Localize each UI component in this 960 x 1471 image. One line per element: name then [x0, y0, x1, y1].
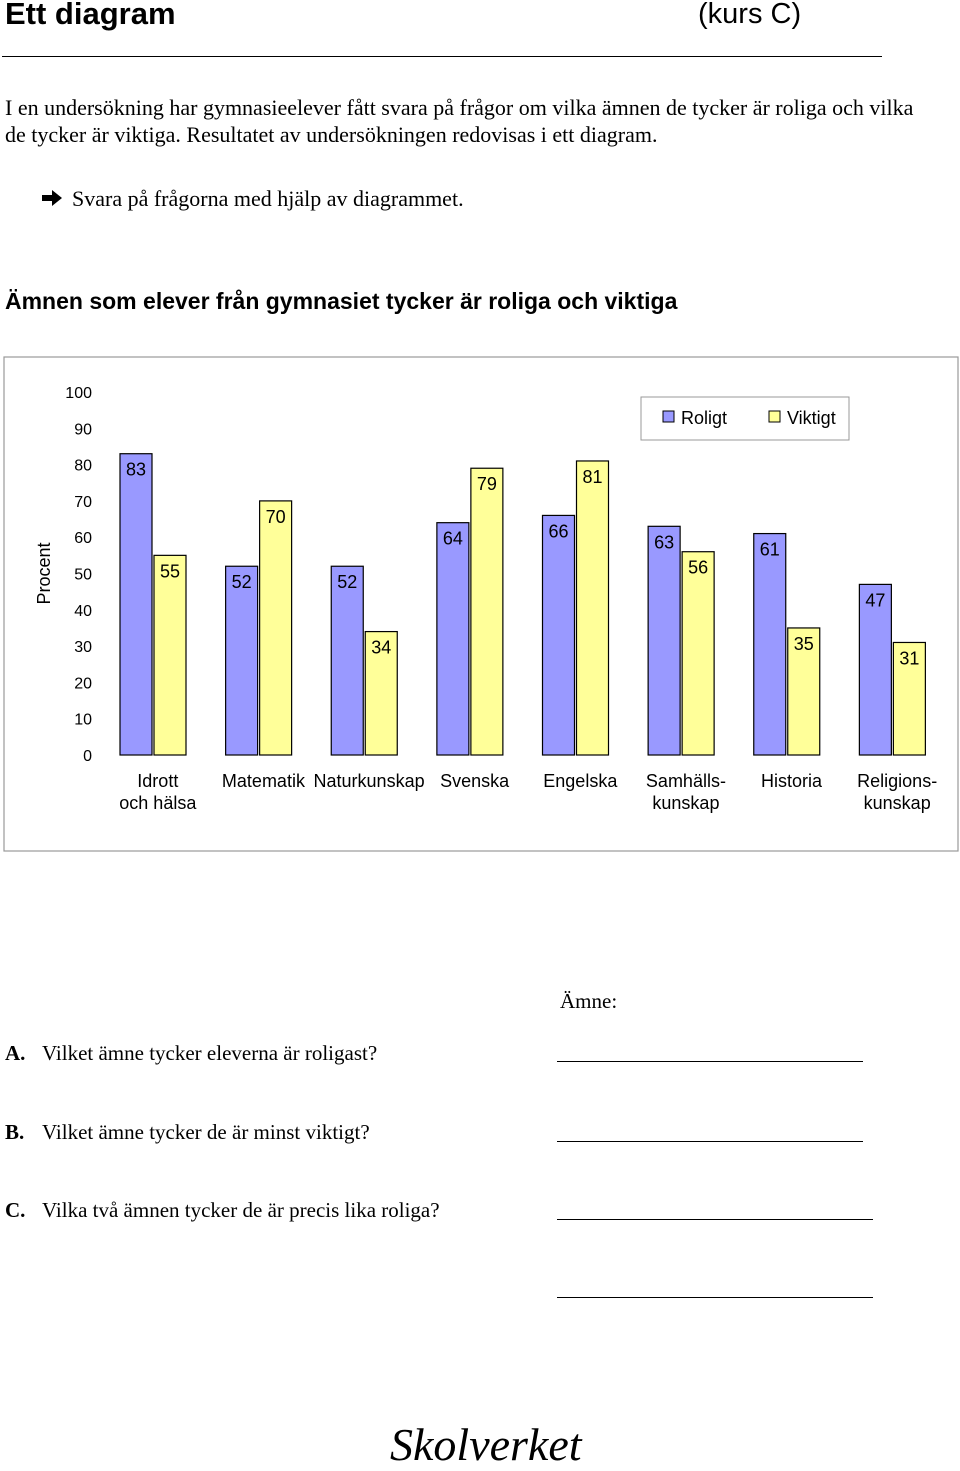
x-category-label: Matematik	[221, 771, 305, 791]
x-category-label: Svenska	[440, 771, 510, 791]
y-tick-label: 80	[74, 457, 92, 475]
legend-label: Roligt	[681, 408, 728, 428]
data-label: 70	[265, 506, 286, 527]
bar-viktigt	[682, 552, 714, 755]
bar-roligt	[543, 515, 575, 755]
data-label: 31	[899, 648, 920, 669]
bar-roligt	[648, 526, 680, 755]
legend-swatch	[663, 411, 674, 422]
x-category-label: och hälsa	[119, 793, 197, 813]
instruction-text: Svara på frågorna med hjälp av diagrammet.	[72, 186, 464, 211]
bar-viktigt	[471, 468, 503, 755]
bar-viktigt	[260, 501, 292, 755]
legend-label: Viktigt	[787, 408, 836, 428]
question-text: Vilka två ämnen tycker de är precis lika roliga?	[42, 1198, 440, 1222]
bar-viktigt	[577, 461, 609, 755]
data-label: 34	[371, 637, 392, 658]
x-category-label: kunskap	[863, 793, 931, 813]
y-tick-label: 50	[74, 566, 92, 584]
data-label: 64	[442, 528, 463, 549]
question-letter: A.	[5, 1041, 26, 1065]
data-label: 35	[793, 633, 814, 654]
x-category-label: Idrott	[137, 771, 179, 791]
data-label: 55	[159, 561, 181, 582]
answer-line-c1[interactable]	[557, 1219, 873, 1220]
x-category-label: kunskap	[652, 793, 720, 813]
question-a	[5, 1041, 377, 1066]
data-label: 52	[337, 572, 358, 593]
x-category-label: Samhälls-	[645, 771, 726, 791]
data-label: 79	[476, 474, 497, 495]
data-label: 61	[759, 539, 780, 560]
x-category-label: Naturkunskap	[313, 771, 425, 791]
x-category-label: Religions-	[857, 771, 938, 791]
skolverket-logo: Skolverket	[390, 1419, 582, 1470]
data-label: 81	[582, 466, 603, 487]
data-label: 52	[231, 572, 252, 593]
x-category-label: Historia	[761, 771, 823, 791]
y-tick-label: 40	[74, 602, 92, 620]
y-tick-label: 20	[74, 675, 92, 693]
y-tick-label: 30	[74, 639, 92, 657]
y-tick-label: 10	[74, 711, 92, 729]
chart-title: Ämnen som elever från gymnasiet tycker är roliga och viktiga	[5, 288, 678, 314]
question-text: Vilket ämne tycker de är minst viktigt?	[42, 1120, 370, 1144]
data-label: 63	[654, 532, 675, 553]
x-category-label: Engelska	[543, 771, 618, 791]
bar-roligt	[226, 566, 258, 755]
bar-roligt	[437, 523, 469, 755]
answer-line-b[interactable]	[557, 1141, 863, 1142]
question-letter: B.	[5, 1120, 25, 1144]
bar-viktigt	[154, 555, 186, 755]
course-label: (kurs C)	[698, 0, 802, 30]
page-title: Ett diagram	[5, 0, 176, 31]
answer-line-a[interactable]	[557, 1061, 863, 1062]
y-tick-label: 60	[74, 530, 92, 548]
question-b	[5, 1120, 370, 1145]
answer-column-label: Ämne:	[560, 989, 618, 1013]
question-text: Vilket ämne tycker eleverna är roligast?	[42, 1041, 378, 1065]
answer-line-c2[interactable]	[557, 1297, 873, 1298]
y-tick-label: 70	[74, 493, 92, 511]
y-tick-label: 100	[65, 385, 92, 402]
bar-roligt	[120, 454, 152, 755]
data-label: 47	[865, 590, 886, 611]
y-axis-title: Procent	[34, 542, 54, 605]
question-c	[5, 1198, 440, 1223]
legend-swatch	[769, 411, 780, 422]
data-label: 66	[548, 521, 569, 542]
bar-roligt	[754, 534, 786, 755]
y-tick-label: 0	[83, 748, 92, 765]
intro-text: I en undersökning har gymnasieelever fått svara på frågor om vilka ämnen de tycker är roliga och vilka de tycker är viktiga. Resultatet av undersökningen redovisas i ett diagram.	[5, 95, 914, 147]
data-label: 56	[688, 557, 709, 578]
bar-roligt	[331, 566, 363, 755]
question-letter: C.	[5, 1198, 26, 1222]
y-tick-label: 90	[74, 421, 92, 439]
data-label: 83	[125, 459, 147, 480]
